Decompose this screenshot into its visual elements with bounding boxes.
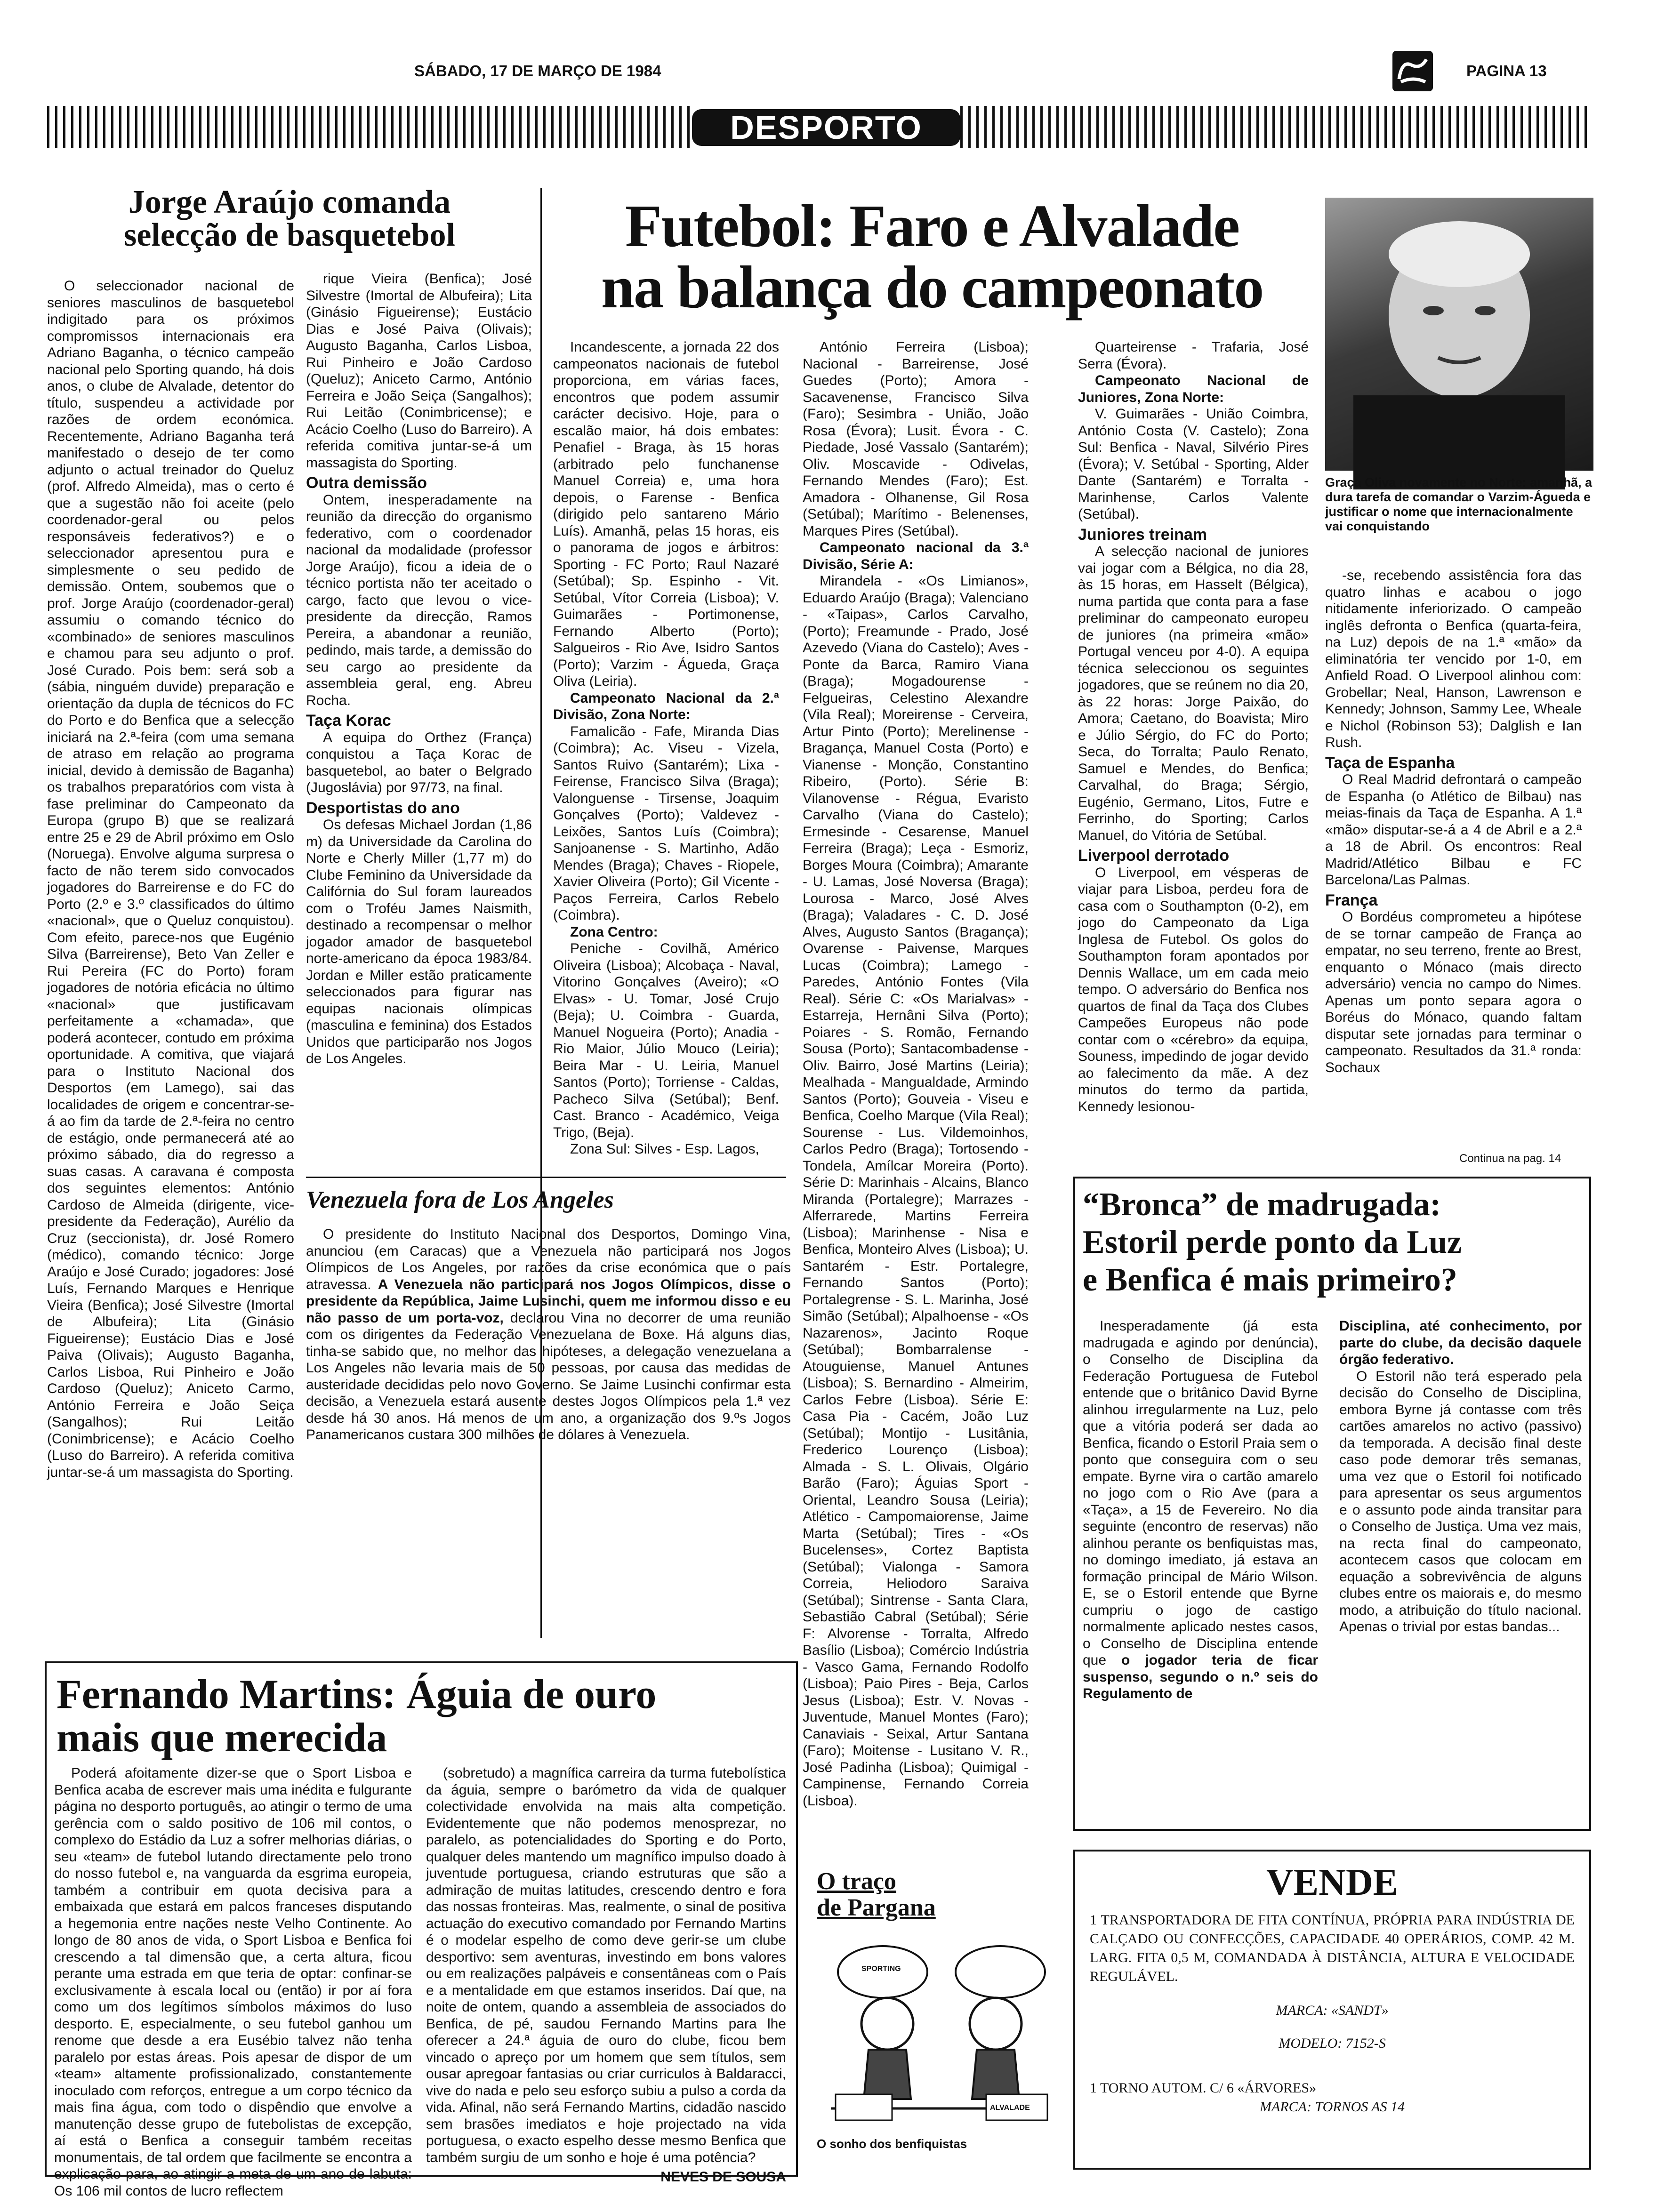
futebol-subhead-franca: França	[1325, 891, 1378, 909]
bronca-body-2: O Estoril não terá esperado pela decisão do Conselho de Disciplina, embora Byrne já contasse com três cartões amarelos no activo (passivo) da temporada. A decisão final deste caso pode demorar três semanas, uma vez que o Estoril foi notificado para apresentar os seus argumentos e o assunto pode ainda transitar para o Conselho de Justiça. Uma vez mais, na recta final do campeonato, acontecem casos que colocam em equação a sobrevivência de alguns clubes entre os maiorais e, do mesmo modo, a atribuição do título nacional. Apenas o trivial por estas bandas...	[1339, 1368, 1582, 1635]
venezuela-body-bold: A Venezuela não participará nos Jogos Olímpicos, disse o presidente da República, Jaime Lusinchi, quem me informou disso e eu não passo de um porta-voz,	[306, 1276, 791, 1326]
bronca-body-bold-2: Disciplina, até conhecimento, por parte do clube, da decisão daquele órgão federativo.	[1339, 1318, 1582, 1367]
futebol-subhead-treinam: Juniores treinam	[1078, 525, 1207, 544]
bronca-body-bold-1: o jogador teria de ficar suspenso, segundo o n.º seis do Regulamento de	[1083, 1652, 1318, 1701]
bronca-title-line-3: e Benfica é mais primeiro?	[1083, 1262, 1457, 1298]
basket-subhead-desportistas: Desportistas do ano	[306, 799, 460, 817]
basket-body-2-tail: rique Vieira (Benfica); José Silvestre (Imortal de Albufeira); Lita (Ginásio Figueirense); Eustácio Dias e José Paiva (Olivais); Augusto Baganha, Carlos Lisboa, Rui Pinheiro e João Cardoso (Queluz); Aniceto Carmo, António Ferreira e João Seiça (Sangalhos); Rui Leitão (Conimbricense); e Acácio Coelho (Luso do Barreiro). A referida comitiva juntar-se-á um massagista do Sporting.	[306, 271, 532, 471]
futebol-body-juniores: V. Guimarães - União Coimbra, António Costa (V. Castelo); Zona Sul: Benfica - Naval, Silvério Pires (Évora); V. Setúbal - Sporting, Alder Dante (Santarém) e Torralta - Marinhense, Carlos Valente (Setúbal).	[1078, 406, 1309, 522]
martins-title-line-1: Fernando Martins: Águia de ouro	[56, 1672, 657, 1717]
venezuela-rule	[306, 1177, 786, 1178]
futebol-title	[551, 192, 1313, 321]
basket-body-demissao: Ontem, inesperadamente na reunião da direcção do organismo federativo, com o coordenador nacional da modalidade (professor Jorge Araújo), ficou a ideia de o técnico portista não ter aceitado o cargo, facto que levou o vice-presidente da direcção, Ramos Pereira, a abandonar a reunião, pedindo, mais tarde, a demissão do seu cargo ao presidente da assembleia geral, eng. Abreu Rocha.	[306, 492, 532, 708]
futebol-subhead-2div: Campeonato Nacional da 2.ª Divisão, Zona Norte:	[553, 690, 779, 722]
futebol-body-centro: Peniche - Covilhã, Américo Oliveira (Lisboa); Alcobaça - Naval, Vitorino Gonçalves (Aveiro); «O Elvas» - U. Tomar, José Crujo (Beja); U. Coimbra - Guarda, Manuel Nogueira (Porto); Anadia - Rio Maior, Júlio Mouco (Leiria); Beira Mar - U. Leiria, Manuel Santos (Porto); Torriense - Caldas, Pacheco Silva (Setúbal); Benf. Cast. Branco - Académico, Veiga Trigo, (Beja).	[553, 941, 779, 1140]
futebol-body-sul: Zona Sul: Silves - Esp. Lagos,	[570, 1141, 759, 1157]
venezuela-body	[306, 1226, 791, 1640]
futebol-col-2	[803, 339, 1029, 1868]
basket-subhead-demissao: Outra demissão	[306, 474, 427, 492]
venezuela-body-1: O presidente do Instituto Nacional dos Desportos, Domingo Vina, anunciou (em Caracas) que a Venezuela não participará nos Jogos Olímpicos de Los Angeles, por razões da crise económica que o país atravessa.	[306, 1226, 791, 1292]
basket-body-1: O seleccionador nacional de seniores masculinos de basquetebol indigitado para os próximos compromissos internacionais era Adriano Baganha, o técnico campeão nacional pelo Sporting quando, há dois anos, o clube de Alvalade, detentor do título, suspendeu a actividade por razões de ordem económica. Recentemente, Adriano Baganha terá manifestado o desejo de ter como adjunto o actual treinador do Queluz (prof. Alfredo Almeida), mas o certo é que a sugestão não foi aceite (pelo coordenador-geral ou pelos responsáveis federativos?) e o seleccionador apresentou pura e simplesmente o seu pedido de demissão. Ontem, soubemos que o prof. Jorge Araújo (coordenador-geral) assumiu o comando técnico do «combinado» de seniores masculinos e chamou para seu adjunto o prof. José Curado. Pois bem: será sob a (sábia, ninguém duvide) preparação e orientação da dupla de técnicos do FC do Porto e do Benfica que a selecção iniciará na 2.ª-feira (com uma semana de atraso em relação ao programa inicial, devido à demissão de Baganha) os trabalhos preparatórios com vista à fase preliminar do Campeonato da Europa (grupo B) que se realizará entre 25 e 29 de Abril próximo em Oslo (Noruega). Envolve alguma surpresa o facto de não terem sido convocados jogadores do Barreirense e do FC do Porto (2.º e 3.º classificados do último «nacional», que o Queluz conquistou). Com efeito, parece-nos que Eugénio Silva (Barreirense), Beto Van Zeller e Rui Pereira (FC do Porto) foram jogadores de notória eficácia no último «nacional» que justificavam perfeitamente a «chamada», que poderá acontecer, contudo em próxima oportunidade. A comitiva, que viajará para o Instituto Nacional dos Desportos (em Lamego), sai das localidades de origem e concentrar-se-á ao fim da tarde de 2.ª-feira no centro de estágio, onde permanecerá até ao próximo sábado, dia do regresso a suas casas. A caravana é composta dos seguintes elementos: António Cardoso de Almeida (dirigente, vice-presidente da Federação), Aurélio da Cruz (seccionista), dr. José Romero (médico), comando técnico: Jorge Araújo e José Curado; jogadores: José Luís, Fernando Marques e Henrique Vieira (Benfica); José Silvestre (Imortal de Albufeira); Lita (Ginásio Figueirense); Eustácio Dias e José Paiva (Olivais); Augusto Baganha, Carlos Lisboa, Rui Pinheiro e João Cardoso (Queluz); Aniceto Carmo, António Ferreira e João Seiça (Sangalhos); Rui Leitão (Conimbricense); e Acácio Coelho (Luso do Barreiro). A referida comitiva juntar-se-á um massagista do Sporting.	[47, 278, 294, 1480]
bronca-col-2	[1339, 1318, 1582, 1826]
basket-subhead-korac: Taça Korac	[306, 712, 391, 729]
futebol-body-2div: Famalicão - Fafe, Miranda Dias (Coimbra); Ac. Viseu - Vizela, Santos Ruivo (Santarém); Lixa - Feirense, Francisco Silva (Braga); Valonguense - Tirsense, Joaquim Gonçalves (Porto); Valdevez - Leixões, Santos Luís (Coimbra); Sanjoanense - S. Martinho, Adão Mendes (Braga); Chaves - Riopele, Xavier Oliveira (Porto); Gil Vicente - Paços Ferreira, Carlos Rebelo (Coimbra).	[553, 723, 779, 923]
cartoon-drawing	[817, 1939, 1062, 2132]
bronca-col-1	[1083, 1318, 1318, 1826]
ad-title: VENDE	[1266, 1862, 1399, 1903]
ad-modelo: MODELO: 7152-S	[1279, 2036, 1386, 2051]
basket-body-korac: A equipa do Orthez (França) conquistou a Taça Korac de basquetebol, ao bater o Belgrado (Jugoslávia) por 97/73, na final.	[306, 729, 532, 795]
futebol-col-1	[553, 339, 779, 1186]
basket-body-desportistas: Os defesas Michael Jordan (1,86 m) da Universidade da Carolina do Norte e Cherly Miller (1,77 m) do Clube Feminino da Universidade da Califórnia do Sul foram laureados com o Troféu James Naismith, destinado a recompensar o melhor jogador amador de basquetebol norte-americano da época 1983/84. Jordan e Miller estão praticamente seleccionados para figurar nas equipas nacionais olímpicas (masculina e feminina) dos Estados Unidos que participarão nos Jogos de Los Angeles.	[306, 817, 532, 1066]
futebol-subhead-juniores: Campeonato Nacional de Juniores, Zona Norte:	[1078, 373, 1309, 405]
section-title: DESPORTO	[692, 109, 960, 146]
futebol-col-3	[1078, 339, 1309, 1172]
futebol-title-line-1: Futebol: Faro e Alvalade	[625, 192, 1239, 259]
basket-title	[47, 186, 532, 252]
photo-caption: Graça Oliva novamente no Norte: amanhã, a dura tarefa de comandar o Varzim-Águeda e justificar o nome que internacionalmente vai conquistando	[1325, 475, 1593, 533]
futebol-body-col2: António Ferreira (Lisboa); Nacional - Barreirense, José Guedes (Porto); Amora - Sacavenense, Francisco Silva (Faro); Sesimbra - União, João Rosa (Évora); Lusit. Évora - C. Piedade, José Vassalo (Santarém); Oliv. Moscavide - Odivelas, Fernando Mendes (Faro); Est. Amadora - Olhanense, Gil Rosa (Setúbal); Marítimo - Belenenses, Marques Pires (Setúbal).	[803, 339, 1029, 539]
futebol-lead: Incandescente, a jornada 22 dos campeonatos nacionais de futebol proporciona, em várias faces, encontros que podem assumir carácter decisivo. Hoje, para o escalão maior, há dois embates: Penafiel - Braga, às 15 horas (arbitrado pelo funchanense Manuel Correia) e, uma hora depois, o Farense - Benfica (dirigido pelo santareno Mário Luís). Amanhã, pelas 15 horas, eis o panorama de jogos e árbitros: Sporting - FC Porto; Raul Nazaré (Setúbal); Sp. Espinho - Vit. Setúbal, Vítor Correia (Lisboa); V. Guimarães - Portimonense, Fernando Alberto (Porto); Salgueiros - Rio Ave, Isidro Santos (Porto); Varzim - Águeda, Graça Oliva (Leiria).	[553, 339, 779, 689]
futebol-body-col4: -se, recebendo assistência fora das quatro linhas e acabou o jogo nitidamente inferiorizado. O campeão inglês defronta o Benfica (quarta-feira, na Luz) depois de na 1.ª «mão» da eliminatória ter vencido por 1-0, em Anfield Road. O Liverpool alinhou com: Grobellar; Neal, Hanson, Lawrenson e Kennedy; Johnson, Sammy Lee, Wheale e Nichol (Robinson 53); Dalglish e Ian Rush.	[1325, 568, 1582, 750]
continue-note: Continua na pag. 14	[1459, 1152, 1561, 1165]
ad-line-2: 1 TORNO AUTOM. C/ 6 «ÁRVORES»	[1090, 2080, 1317, 2096]
ad-marca-2: MARCA: TORNOS AS 14	[1259, 2099, 1405, 2115]
futebol-body-treinam: A selecção nacional de juniores vai jogar com a Bélgica, no dia 28, às 15 horas, em Hasselt (Bélgica), numa partida que conta para a fase preliminar do campeonato europeu de juniores (na primeira «mão» Portugal venceu por 4-0). A equipa técnica seleccionou os seguintes jogadores, que se reúnem no dia 20, às 22 horas: Jorge Paixão, do Amora; Caetano, do Boavista; Miro e Júlio Sérgio, do FC do Porto; Seca, do Torralta; Paulo Renato, Samuel e Mendes, do Benfica; Carvalhal, do Braga; Sérgio, Eugénio, Germano, Litos, Futre e Ferrinho, do Sporting; Carlos Manuel, do Vitória de Setúbal.	[1078, 544, 1309, 843]
bronca-title	[1083, 1186, 1582, 1299]
ad-marca-1: MARCA: «SANDT»	[1276, 2003, 1389, 2018]
futebol-body-col3: Quarteirense - Trafaria, José Serra (Évora).	[1078, 339, 1309, 372]
cartoon-title-line-2: de Pargana	[817, 1894, 936, 1921]
martins-body-2: (sobretudo) a magnífica carreira da turma futebolística da águia, sempre o barómetro da vida de qualquer colectividade envolvida na mais alta competição. Evidentemente que não podemos menosprezar, no paralelo, as potencialidades do Sporting e do Porto, qualquer deles mantendo um magnífico impulso doado à juventude portuguesa, criando estruturas que são a admiração de muitas latitudes, crescendo dentro e fora das nossas fronteiras. Mas, realmente, o sinal de positiva actuação do executivo comandado por Fernando Martins é o modelar espelho de como deve gerir-se um clube desportivo: sem aventuras, investindo em bons valores ou em realizações palpáveis e consentâneas com o País e a mentalidade em que estamos inseridos. Daí que, na noite de ontem, quando a assembleia de associados do Benfica, de pé, saudou Fernando Martins para lhe oferecer a 24.ª águia de ouro do clube, ficou bem vincado o apreço por um homem que sem títulos, sem ousar apregoar fantasias ou criar curriculos à Baldaracci, vive do nada e pelo seu esforço subiu a pulso a corda da vida. Afinal, não será Fernando Martins, cidadão nascido sem brasões imediatos e hoje projectado na vida portuguesa, o exacto espelho desse mesmo Benfica que também surgiu de um sonho e hoje é uma potência?	[426, 1765, 786, 2165]
ad-line-1: 1 TRANSPORTADORA DE FITA CONTÍNUA, PRÓPRIA PARA INDÚSTRIA DE CALÇADO OU CONFECÇÕES, CAPACIDADE 40 OPERÁRIOS, COMP. 42 M. LARG. FITA 0,5 M, COMANDADA À DISTÂNCIA, ALTURA E VELOCIDADE REGULÁVEL.	[1090, 1912, 1575, 1984]
martins-body-1: Poderá afoitamente dizer-se que o Sport Lisboa e Benfica acaba de escrever mais uma inédita e fulgurante página no desporto português, ao atingir o termo de uma gerência com o saldo positivo de 106 mil contos, o complexo do Estádio da Luz a sofrer melhorias diárias, o seu «team» de futebol lutando directamente pelo trono do nosso futebol e, na vanguarda da esgrima europeia, também a contribuir em quota decisiva para a embaixada que estará em palcos franceses disputando a hegemonia entre nações neste Velho Continente. Ao longo de 80 anos de vida, o Sport Lisboa e Benfica foi crescendo a tal dimensão que, a certa altura, ficou perante uma estrada em que teria de optar: confinar-se exclusivamente à escala local ou (então) ir por aí fora como um dos legítimos símbolos máximos do luso desporto. E, especialmente, o seu futebol ganhou um renome que desde a era Eusébio talvez não tenha paralelo por estas áreas. Pois apesar de dispor de um «team» altamente profissionalizado, constantemente inoculado com reforços, entregue a um corpo técnico da mais fina água, com todo o dispêndio que envolve a manutenção desse grupo de futebolistas de excepção, aí está o Benfica a conseguir também receitas monumentais, de tal ordem que facilmente se encontra a explicação para, ao atingir a meta de um ano de labuta: Os 106 mil contos de lucro reflectem	[54, 1765, 412, 2199]
basket-title-line-1: Jorge Araújo comanda	[128, 184, 451, 220]
bronca-body-1: Inesperadamente (já esta madrugada e agindo por denúncia), o Conselho de Disciplina da Federação Portuguesa de Futebol entende que o britânico David Byrne alinhou irregularmente na Luz, pelo que a vitória poderá ser dada ao Benfica, ficando o Estoril Praia sem o ponto que conseguira com o seu empate. Byrne vira o cartão amarelo no jogo com o Rio Ave (para a «Taça», a 15 de Fevereiro. No dia seguinte (encontro de reservas) não alinhou perante os benfiquistas mas, no domingo imediato, já estava an formação principal de Mário Wilson. E, se o Estoril entende que Byrne cumpriu o jogo de castigo normalmente aplicado nestes casos, o Conselho de Disciplina entende que	[1083, 1318, 1318, 1668]
cartoon-title	[817, 1868, 936, 1921]
cartoon-caption: O sonho dos benfiquistas	[817, 2137, 967, 2151]
section-banner-right	[960, 106, 1591, 148]
futebol-body-franca: O Bordéus comprometeu a hipótese de se tornar campeão de França ao empatar, no seu terreno, frente ao Brest, enquanto o Mónaco (mais directo adversário) vencia no campo do Nimes. Apenas um ponto separa agora o Boréus do Mónaco, quando faltam disputar sete jornadas para terminar o campeonato. Resultados da 31.ª ronda: Sochaux	[1325, 909, 1582, 1075]
martins-col-1	[54, 1765, 412, 2199]
futebol-subhead-espanha: Taça de Espanha	[1325, 753, 1455, 772]
page-number: PAGINA 13	[1466, 62, 1547, 80]
futebol-body-3div: Mirandela - «Os Limianos», Eduardo Araújo (Braga); Valenciano - «Taipas», Carlos Carvalho, (Porto); Freamunde - Prado, José Azevedo (Viana do Castelo); Aves - Ponte da Barca, Ramiro Viana (Braga); Mogadourense - Felgueiras, Celestino Alexandre (Vila Real); Moreirense - Cerveira, Artur Pinto (Porto); Merelinense - Bragança, Manuel Costa (Porto) e Vianense - Monção, Constantino Ribeiro, (Porto). Série B: Vilanovense - Régua, Evaristo Carvalho (Viana do Castelo); Ermesinde - Cesarense, Manuel Ferreira (Braga); Leça - Esmoriz, Borges Moura (Coimbra); Amarante - U. Lamas, José Noversa (Braga); Lourosa - Marco, José Alves (Braga); Valadares - C. D. José Alves, Augusto Santos (Bragança); Ovarense - Paivense, Marques Lucas (Coimbra); Lamego - Paredes, António Fontes (Vila Real). Série C: «Os Marialvas» - Estarreja, Hernâni Silva (Porto); Poiares - S. Romão, Fernando Sousa (Porto); Santacombadense - Oliv. Bairro, José Martins (Leiria); Mealhada - Mangualdade, Armindo Santos (Porto); Gouveia - Viseu e Benfica, Coelho Marque (Vila Real); Sourense - Lus. Vildemoinhos, Carlos Pedro (Braga); Tortosendo - Tondela, Amílcar Moreira (Porto). Série D: Marinhais - Alcains, Blanco Miranda (Portalegre); Marrazes - Alferrarede, Martins Ferreira (Lisboa); Marinhense - Nisa e Benfica, Monteiro Alves (Lisboa); U. Santarém - Estr. Portalegre, Fernando Santos (Porto); Portalegrense - S. L. Marinha, José Simão (Setúbal); Alpalhoense - «Os Nazarenos», Jacinto Roque (Setúbal); Bombarralense - Atouguiense, Manuel Antunes (Lisboa); S. Bernardino - Almeirim, Carlos Febre (Lisboa). Série E: Casa Pia - Cacém, João Luz (Setúbal); Montijo - Lusitânia, Frederico Lourenço (Lisboa); Almada - S. L. Olivais, Olgário Barão (Faro); Águias Sport - Oriental, Leandro Sousa (Leiria); Atlético - Campomaiorense, Jaime Marta (Setúbal); Tires - «Os Bucelenses», Cortez Baptista (Setúbal); Vialonga - Samora Correia, Heliodoro Saraiva (Setúbal); Sintrense - Santa Clara, Sebastião Cabral (Setúbal); Série F: Alvorense - Torralta, Alfredo Basílio (Lisboa); Comércio Indústria - Vasco Gama, Fernando Rodolfo (Lisboa); Paio Pires - Beja, Carlos Jesus (Lisboa); Estr. V. Novas - Juventude, Manuel Montes (Faro); Canaviais - Seixal, Artur Santana (Faro); Moitense - Lusitano V. R., José Padinha (Lisboa); Quimigal - Campinense, Fernando Correia (Lisboa).	[803, 573, 1029, 1809]
newspaper-logo-icon	[1392, 51, 1433, 91]
venezuela-body-2: declarou Vina no decorrer de uma reunião com os dirigentes da Federação Venezuelana de Boxe. Há alguns dias, tinha-se sabido que, no melhor das hipóteses, a delegação venezuelana a Los Angeles não levaria mais de 50 pessoas, por causa das medidas de austeridade decididas pelo novo Governo. Se Jaime Lusinchi confirmar esta decisão, a Venezuela estará ausente destes Jogos Olímpicos pela 1.ª vez desde há 30 anos. Há menos de um ano, a organização dos 9.ºs Jogos Panamericanos custara 300 milhões de dólares à Venezuela.	[306, 1310, 791, 1443]
section-banner-left	[47, 106, 692, 148]
futebol-subhead-3div: Campeonato nacional da 3.ª Divisão, Série A:	[803, 540, 1029, 572]
basket-col-2	[306, 271, 532, 1193]
martins-signature: NEVES DE SOUSA	[660, 2169, 786, 2185]
futebol-body-espanha: O Real Madrid defrontará o campeão de Espanha (o Atlético de Bilbau) nas meias-finais da Taça de Espanha. A 1.ª «mão» disputar-se-á a 4 de Abril e a 2.ª a 18 de Abril. Os encontros: Real Madrid/Atlético Bilbau e FC Barcelona/Las Palmas.	[1325, 772, 1582, 888]
referee-photo	[1325, 198, 1593, 471]
page-date: SÁBADO, 17 DE MARÇO DE 1984	[414, 62, 661, 80]
martins-title-line-2: mais que merecida	[56, 1715, 387, 1761]
martins-title	[56, 1673, 791, 1760]
futebol-body-liverpool: O Liverpool, em vésperas de viajar para Lisboa, perdeu fora de casa com o Southampton (0-2), em jogo do Campeonato da Liga Inglesa de Futebol. Os golos do Southampton foram apontados por Dennis Wallace, um em cada meio tempo. O adversário do Benfica nos quartos de final da Taça dos Clubes Campeões Europeus não pode contar com o «cérebro» da equipa, Souness, impedindo de jogar devido ao falecimento da mãe. A dez minutos do termo da partida, Kennedy lesionou-	[1078, 865, 1309, 1114]
martins-col-2	[426, 1765, 786, 2185]
basket-title-line-2: selecção de basquetebol	[124, 217, 455, 253]
futebol-subhead-liverpool: Liverpool derrotado	[1078, 847, 1230, 865]
cartoon-title-line-1: O traço	[817, 1868, 896, 1895]
futebol-title-line-2: na balança do campeonato	[601, 254, 1263, 321]
bronca-title-line-2: Estoril perde ponto da Luz	[1083, 1224, 1462, 1260]
basket-col-1	[47, 278, 294, 1678]
cartoon-sign-left: SPORTING	[861, 1965, 901, 1973]
futebol-col-4	[1325, 567, 1582, 1160]
venezuela-title: Venezuela fora de Los Angeles	[306, 1186, 614, 1213]
cartoon-sign-right: ALVALADE	[990, 2104, 1030, 2112]
bronca-title-line-1: “Bronca” de madrugada:	[1083, 1186, 1441, 1223]
futebol-subhead-centro: Zona Centro:	[570, 924, 658, 940]
